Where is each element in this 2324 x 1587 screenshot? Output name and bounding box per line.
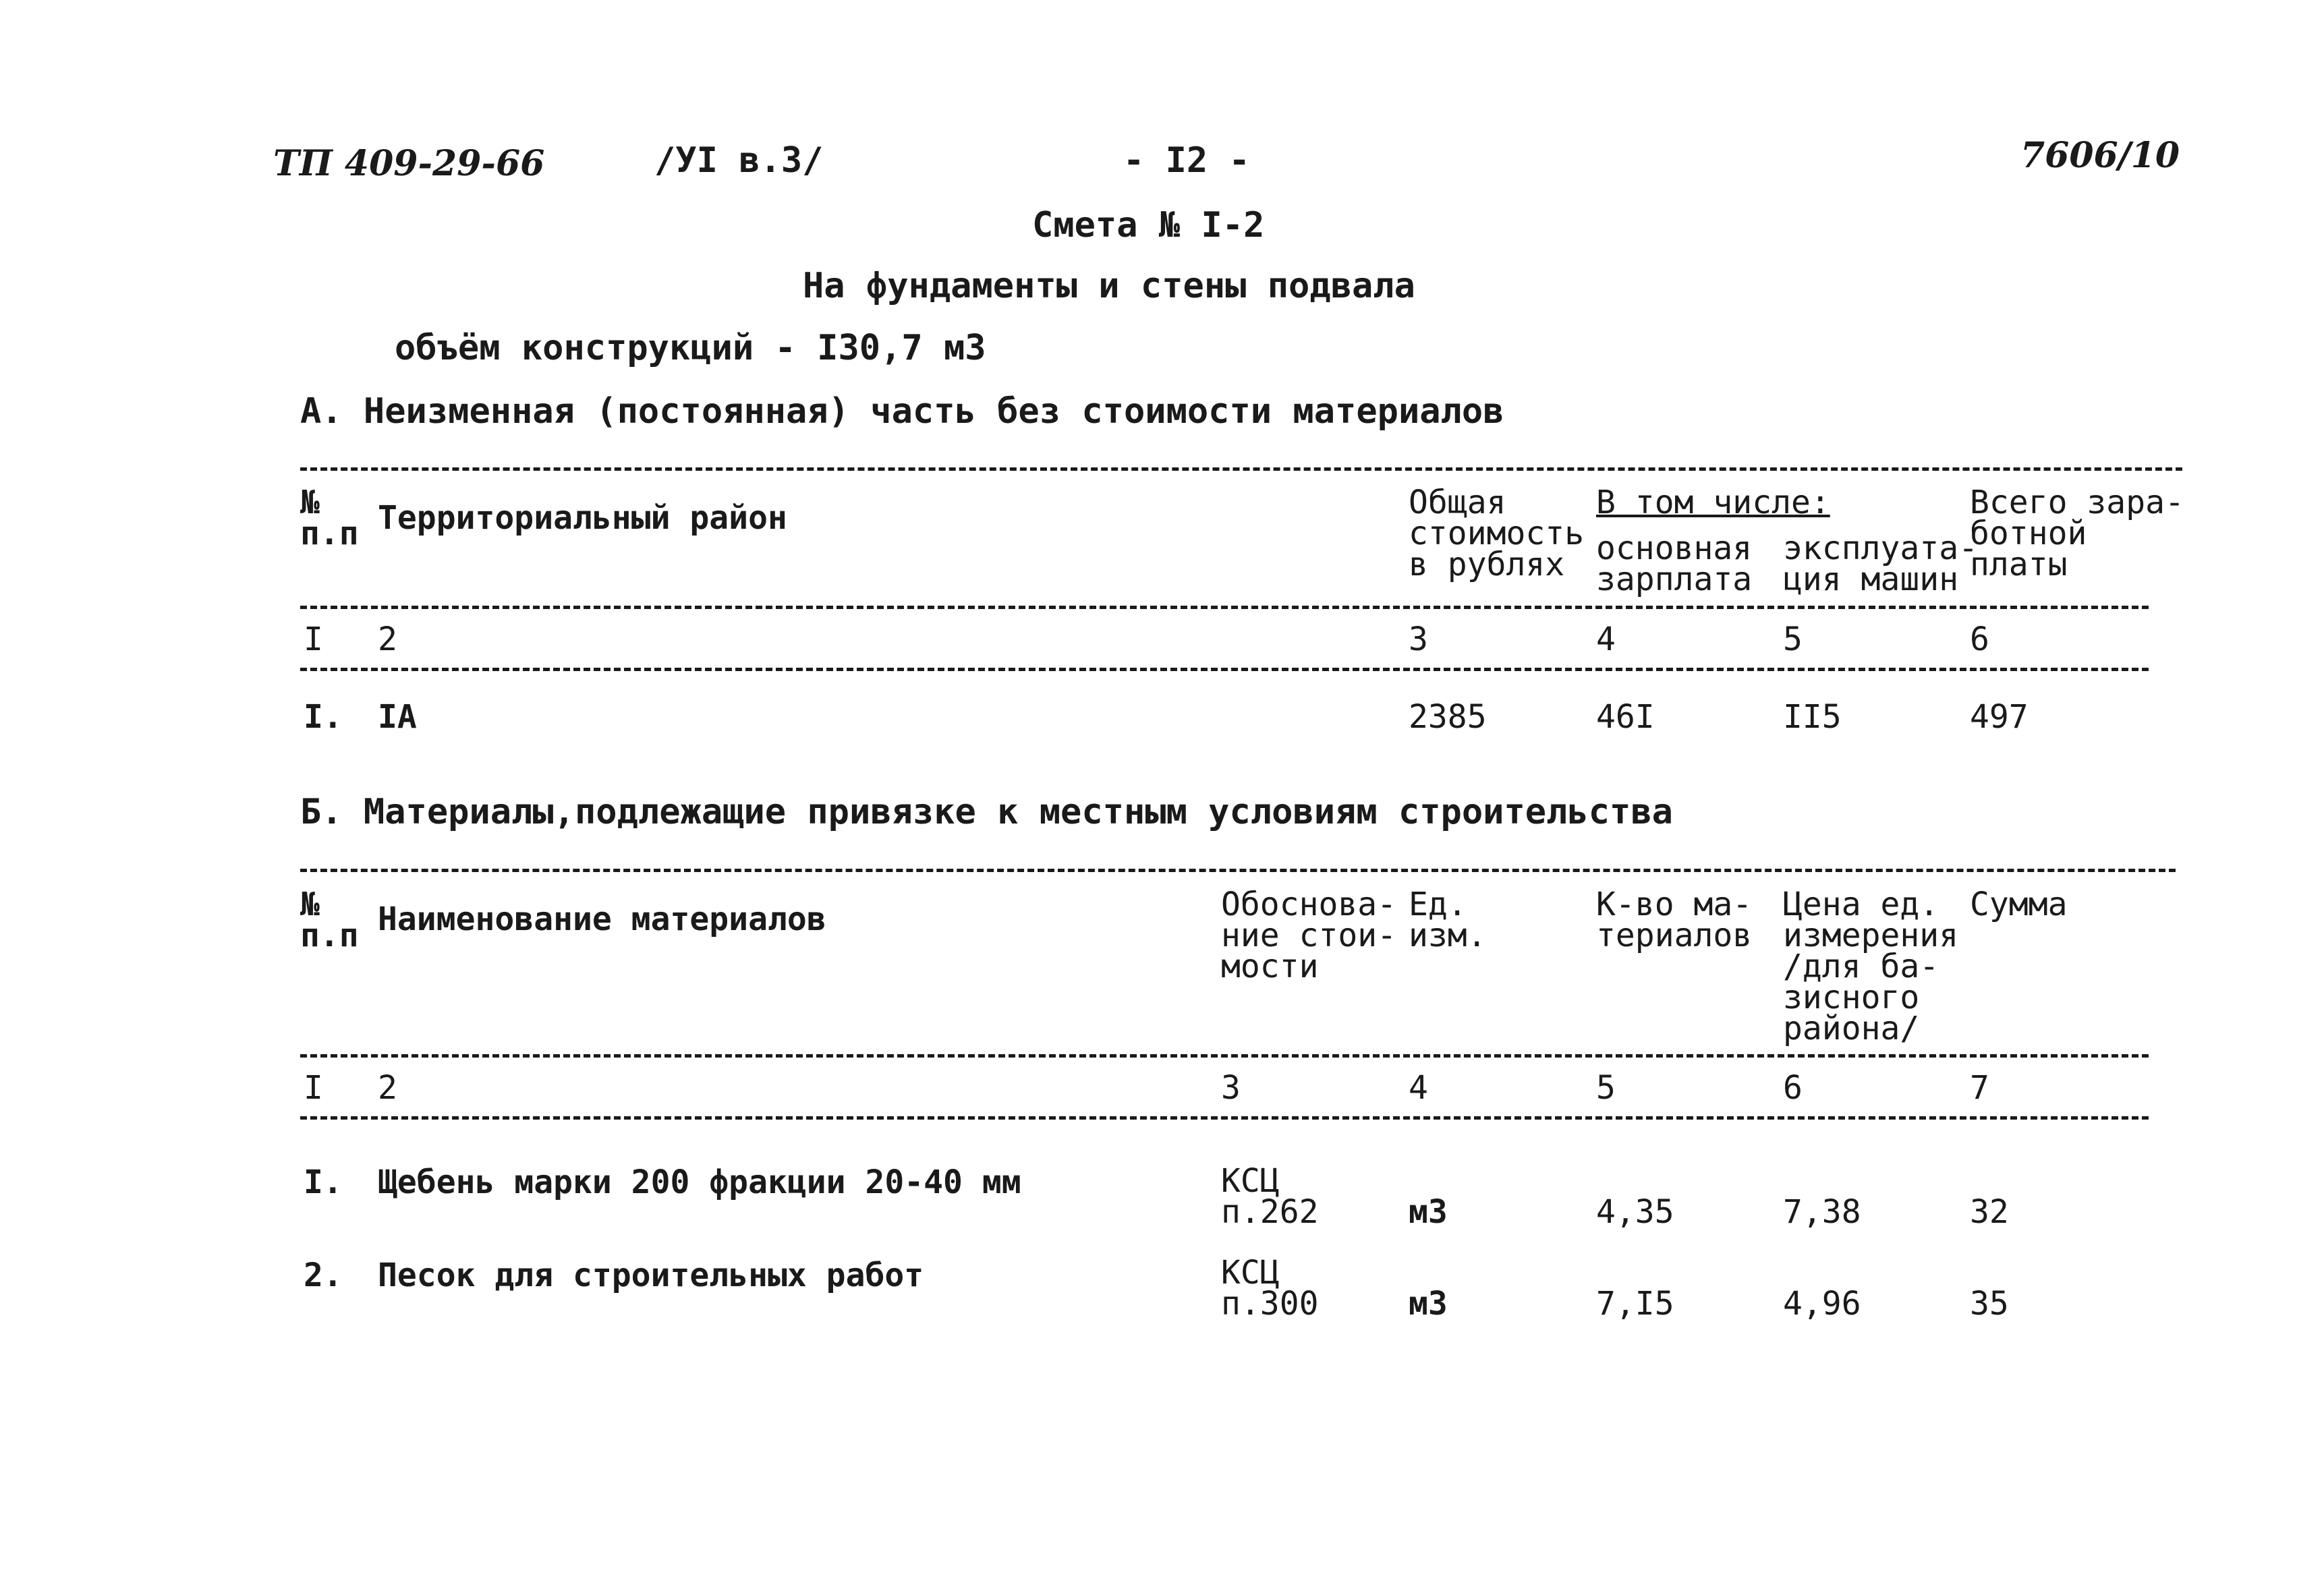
row-quantity: 7,I5: [1596, 1285, 1674, 1323]
archive-number: 7606/10: [2020, 135, 2180, 176]
row-material-name: Песок для строительных работ: [378, 1257, 924, 1294]
table-rule: [300, 869, 2176, 872]
col-number: 5: [1596, 1069, 1616, 1107]
table-rule: [300, 467, 2182, 471]
row-unit: м3: [1409, 1193, 1448, 1231]
col-number: 2: [378, 621, 397, 658]
col-header-total-salary: Всего зара- ботной платы: [1970, 484, 2184, 583]
col-header-sum: Сумма: [1970, 886, 2068, 923]
col-header-total-cost: Общая стоимость в рублях: [1409, 484, 1585, 583]
col-header-unit: Ед. изм.: [1409, 886, 1487, 954]
col-header-including: В том числе:: [1596, 484, 1830, 521]
section-a-heading: А. Неизменная (постоянная) часть без стоимости материалов: [300, 391, 1504, 432]
page-number: - I2 -: [1123, 140, 1250, 181]
table-rule: [300, 1116, 2149, 1120]
row-total-cost: 2385: [1409, 698, 1487, 736]
document-code: ТП 409-29-66: [273, 143, 545, 184]
volume-line: объём конструкций - I30,7 м3: [395, 328, 986, 368]
estimate-subtitle: На фундаменты и стены подвала: [803, 266, 1415, 306]
col-number: 3: [1409, 621, 1428, 658]
row-base-salary: 46I: [1596, 698, 1655, 736]
row-unit: м3: [1409, 1285, 1448, 1323]
row-quantity: 4,35: [1596, 1193, 1674, 1231]
table-rule: [300, 668, 2149, 671]
row-number: I.: [304, 1163, 343, 1201]
col-header-district: Территориальный район: [378, 499, 787, 537]
col-number: 7: [1970, 1069, 1989, 1107]
col-number: 6: [1783, 1069, 1803, 1107]
row-material-name: Щебень марки 200 фракции 20-40 мм: [378, 1163, 1021, 1201]
table-rule: [300, 606, 2149, 609]
row-cost-basis: КСЦ п.262: [1221, 1162, 1319, 1231]
col-header-num: № п.п: [300, 484, 359, 552]
col-header-material-name: Наименование материалов: [378, 900, 826, 938]
col-number: I: [304, 621, 323, 658]
col-header-unit-price: Цена ед. измерения /для ба- зисного района/: [1783, 886, 1959, 1047]
table-rule: [300, 1054, 2149, 1058]
row-sum: 35: [1970, 1285, 2009, 1323]
col-header-cost-basis: Обоснова- ние стои- мости: [1221, 886, 1397, 985]
row-district: IА: [378, 698, 417, 736]
col-header-machine-operation: эксплуата- ция машин: [1783, 529, 1978, 598]
col-number: 2: [378, 1069, 397, 1107]
section-b-heading: Б. Материалы,подлежащие привязке к местным условиям строительства: [300, 792, 1673, 832]
volume-label: /УI в.3/: [654, 140, 824, 181]
row-cost-basis: КСЦ п.300: [1221, 1254, 1319, 1323]
row-unit-price: 7,38: [1783, 1193, 1861, 1231]
col-number: 6: [1970, 621, 1989, 658]
row-number: I.: [304, 698, 343, 736]
col-number: 4: [1596, 621, 1616, 658]
col-header-base-salary: основная зарплата: [1596, 529, 1753, 598]
col-number: 3: [1221, 1069, 1241, 1107]
col-number: 4: [1409, 1069, 1428, 1107]
row-machine-operation: II5: [1783, 698, 1842, 736]
row-number: 2.: [304, 1257, 343, 1294]
col-header-quantity: К-во ма- териалов: [1596, 886, 1753, 954]
col-number: I: [304, 1069, 323, 1107]
row-unit-price: 4,96: [1783, 1285, 1861, 1323]
col-number: 5: [1783, 621, 1803, 658]
estimate-title: Смета № I-2: [1032, 205, 1265, 246]
col-header-num: № п.п: [300, 886, 359, 954]
row-total-salary: 497: [1970, 698, 2029, 736]
row-sum: 32: [1970, 1193, 2009, 1231]
